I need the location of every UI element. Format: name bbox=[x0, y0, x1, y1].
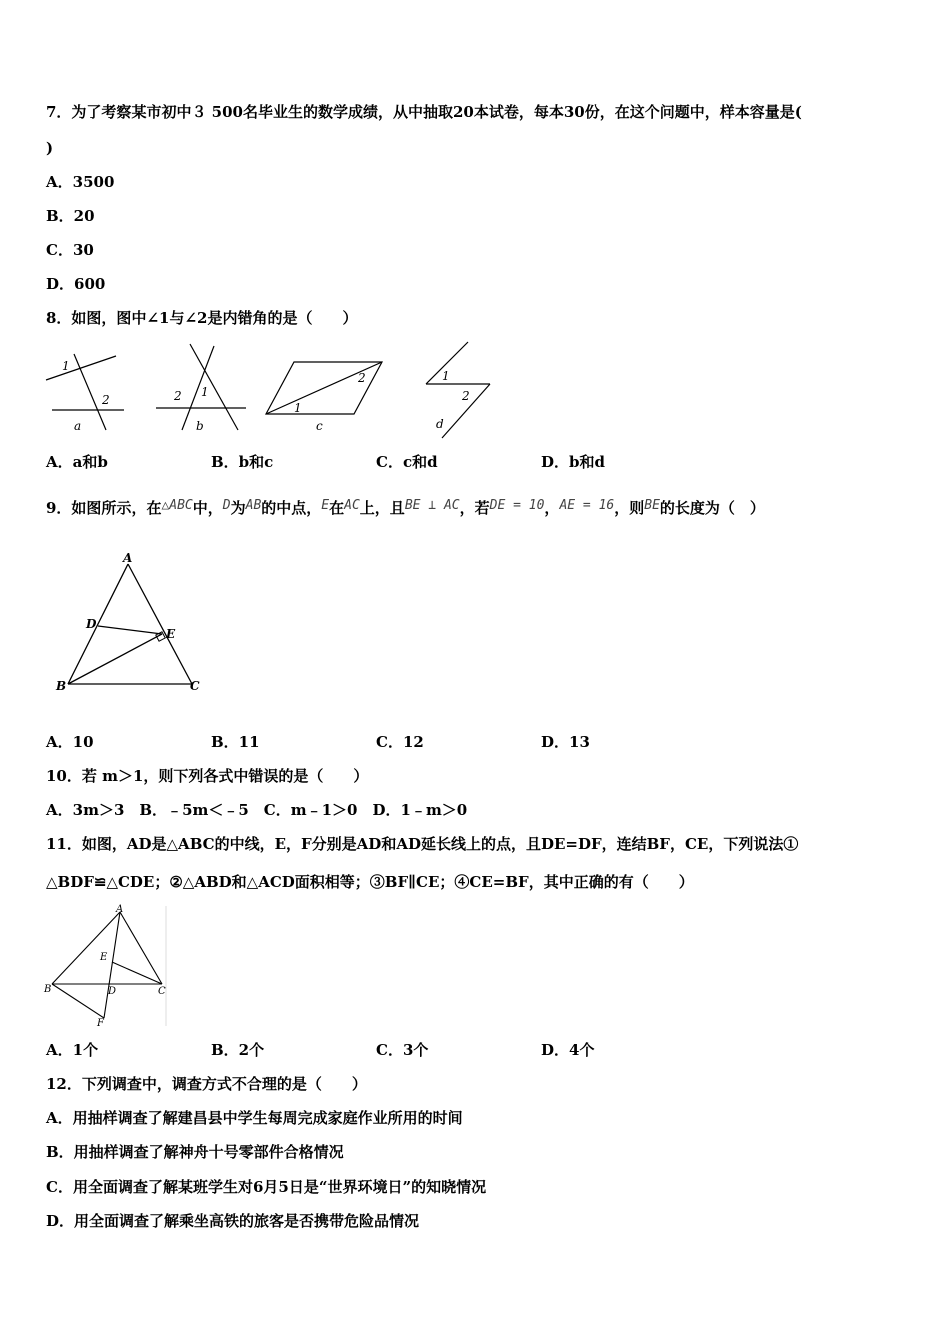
q11-triangle-figure bbox=[44, 902, 174, 1032]
q11-vertex-a: A bbox=[116, 904, 124, 915]
q8-fig-b-angle2: 2 bbox=[174, 389, 182, 403]
q8-fig-c-line-label: c bbox=[316, 419, 323, 433]
q8-option-a: A．a和b bbox=[46, 453, 108, 471]
q9-option-a: A．10 bbox=[46, 733, 94, 751]
q8-fig-a-angle1: 1 bbox=[62, 359, 70, 373]
q9-option-c: C．12 bbox=[376, 733, 424, 751]
q11-stem-line2: △BDF≌△CDE；②△ABD和△ACD面积相等；③BF∥CE；④CE=BF，其中正确的有（ ） bbox=[46, 873, 694, 891]
q9-option-d: D．13 bbox=[541, 733, 590, 751]
q11-option-b: B．2个 bbox=[211, 1041, 265, 1059]
q9-vertex-e: E bbox=[166, 627, 176, 641]
q11-vertex-d: D bbox=[108, 986, 117, 997]
q8-option-b: B．b和c bbox=[211, 453, 274, 471]
q11-vertex-f: F bbox=[97, 1018, 104, 1029]
q11-stem-line1: 11．如图，AD是△ABC的中线，E，F分别是AD和AD延长线上的点，且DE=DF，连结BF，CE，下列说法① bbox=[46, 835, 799, 853]
q9-vertex-c: C bbox=[190, 679, 200, 693]
q9-vertex-d: D bbox=[86, 617, 97, 631]
q12-option-b: B．用抽样调查了解神舟十号零部件合格情况 bbox=[46, 1143, 344, 1161]
q9-vertex-b: B bbox=[56, 679, 67, 693]
q8-fig-d-angle1: 1 bbox=[442, 369, 450, 383]
q7-stem-line2: ) bbox=[46, 139, 54, 157]
q8-fig-d-angle2: 2 bbox=[462, 389, 470, 403]
q8-fig-a-angle2: 2 bbox=[102, 393, 110, 407]
q7-stem-line1: 7．为了考察某市初中３ 500名毕业生的数学成绩，从中抽取20本试卷，每本30份，在这个问题中，样本容量是( bbox=[46, 103, 802, 121]
q8-figure-a bbox=[44, 344, 128, 436]
q10-options: A．3m＞3 B．﹣5m＜﹣5 C．m﹣1＞0 D．1﹣m＞0 bbox=[46, 801, 468, 819]
q8-fig-b-line-label: b bbox=[196, 419, 204, 433]
q10-stem: 10．若 m＞1，则下列各式中错误的是（ ） bbox=[46, 767, 369, 785]
q8-stem: 8．如图，图中∠1与∠2是内错角的是（ ） bbox=[46, 309, 358, 327]
q8-option-c: C．c和d bbox=[376, 453, 438, 471]
q9-triangle-figure bbox=[50, 548, 210, 698]
q12-option-d: D．用全面调查了解乘坐高铁的旅客是否携带危险品情况 bbox=[46, 1212, 420, 1230]
q7-option-c: C．30 bbox=[46, 241, 94, 259]
q12-option-a: A．用抽样调查了解建昌县中学生每周完成家庭作业所用的时间 bbox=[46, 1109, 463, 1127]
q7-option-b: B．20 bbox=[46, 207, 95, 225]
q8-figure-c bbox=[264, 358, 386, 436]
q8-fig-d-line-label: d bbox=[436, 417, 444, 431]
q11-vertex-b: B bbox=[44, 984, 52, 995]
q11-vertex-c: C bbox=[158, 986, 166, 997]
q9-option-b: B．11 bbox=[211, 733, 260, 751]
q9-stem: 9．如图所示，在△ABC中，D为AB的中点，E在AC上，且BE ⊥ AC，若DE = 10，AE = 16，则BE的长度为（ ） bbox=[46, 498, 765, 517]
q12-stem: 12．下列调查中，调查方式不合理的是（ ） bbox=[46, 1075, 367, 1093]
q8-fig-c-angle1: 1 bbox=[294, 401, 302, 415]
q7-option-d: D．600 bbox=[46, 275, 106, 293]
q8-figure-b bbox=[156, 344, 248, 436]
q11-option-d: D．4个 bbox=[541, 1041, 595, 1059]
q11-option-c: C．3个 bbox=[376, 1041, 429, 1059]
q9-vertex-a: A bbox=[123, 551, 133, 565]
q8-figure-d bbox=[424, 342, 496, 442]
q8-fig-a-line-label: a bbox=[74, 419, 82, 433]
q12-option-c: C．用全面调查了解某班学生对6月5日是“世界环境日”的知晓情况 bbox=[46, 1178, 487, 1196]
q7-option-a: A．3500 bbox=[46, 173, 115, 191]
q11-option-a: A．1个 bbox=[46, 1041, 99, 1059]
q8-fig-b-angle1: 1 bbox=[201, 385, 209, 399]
q8-option-d: D．b和d bbox=[541, 453, 605, 471]
q8-fig-c-angle2: 2 bbox=[358, 371, 366, 385]
q11-vertex-e: E bbox=[100, 952, 108, 963]
